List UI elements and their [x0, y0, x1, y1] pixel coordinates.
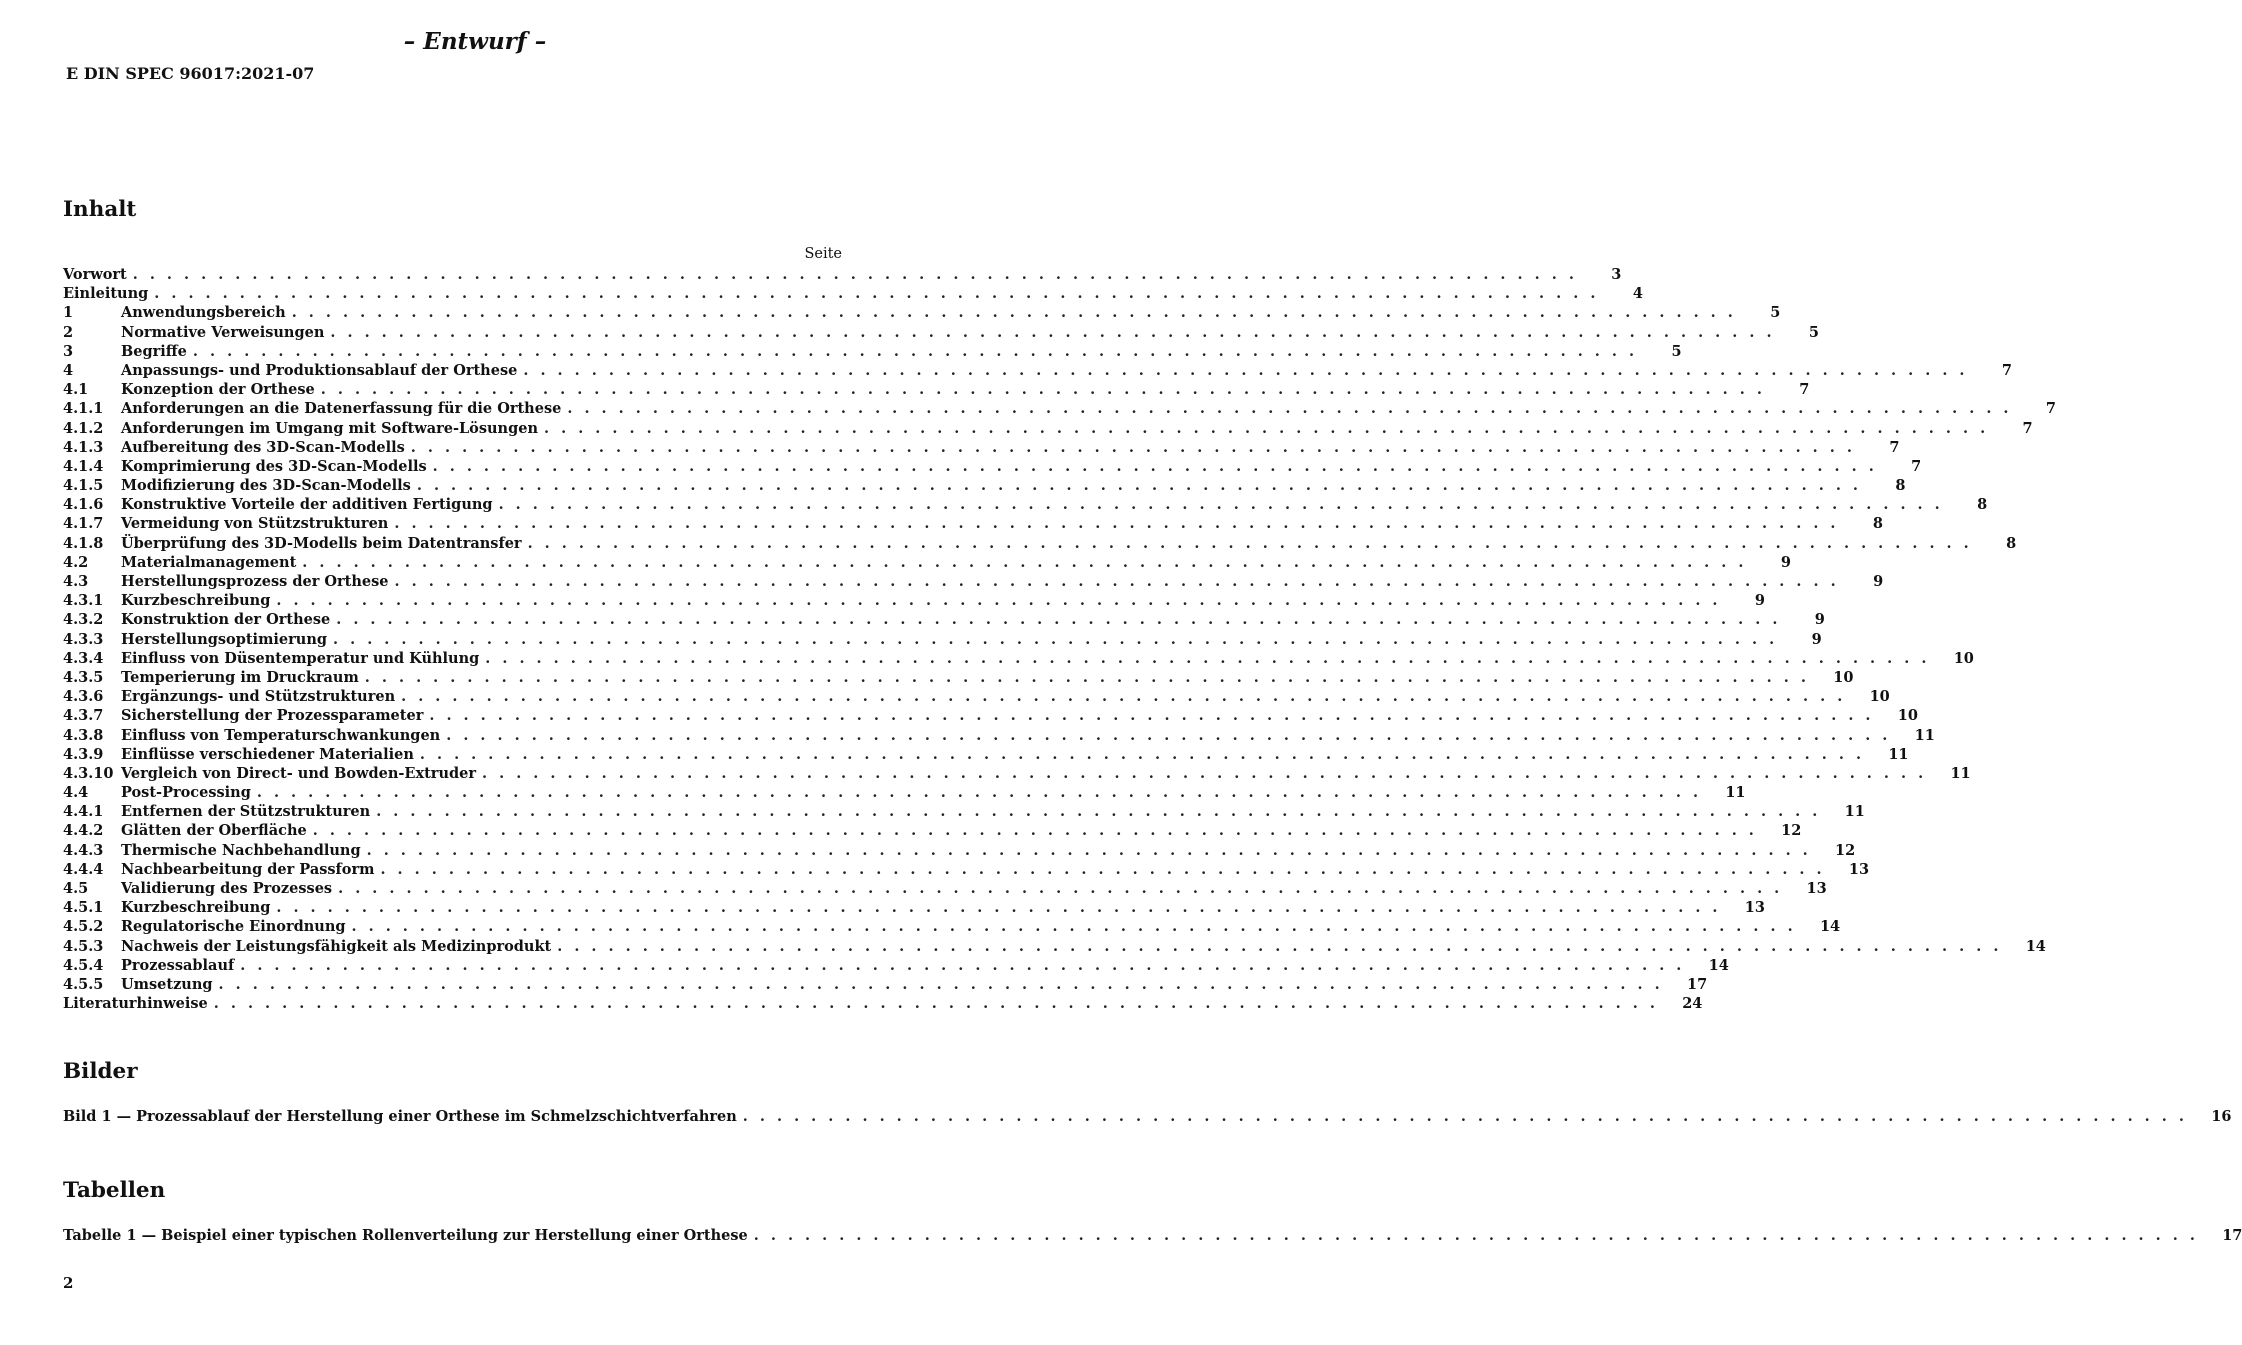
toc-entry-title: Komprimierung des 3D-Scan-Modells	[121, 457, 427, 475]
toc-entry-page: 5	[1671, 342, 1682, 360]
toc-entry-title: Modifizierung des 3D-Scan-Modells	[121, 477, 411, 495]
toc-entry-page: 14	[2025, 937, 2046, 955]
toc-entry-number: 4.3.5	[63, 668, 104, 686]
toc-entry-number: 4.4	[63, 784, 89, 802]
toc-entry-page: 11	[1950, 764, 1971, 782]
toc-entry-leader: . . . . . . . . . . . . . . . . . . . . . . . . . . . . . . . . . . . . . . . . . . . . . . . . . . . . . . . . . . . . . . . . . . . . . . . . . . . . . . . . . . . . .	[544, 419, 1989, 437]
toc-entry-number: 4.3.4	[63, 649, 104, 667]
toc-entry-title: Kurzbeschreibung	[121, 592, 271, 610]
toc-entry-leader: . . . . . . . . . . . . . . . . . . . . . . . . . . . . . . . . . . . . . . . . . . . . . . . . . . . . . . . . . . . . . . . . . . . . . . . . . . . . . . . . . . . . .	[276, 899, 1721, 917]
toc-entry-number: 4.1.3	[63, 438, 104, 456]
toc-entry-page: 7	[2022, 419, 2033, 437]
toc-entry-leader: . . . . . . . . . . . . . . . . . . . . . . . . . . . . . . . . . . . . . . . . . . . . . . . . . . . . . . . . . . . . . . . . . . . . . . . . . . . . . . . . . . . . .	[192, 342, 1638, 360]
toc-entry[interactable]	[63, 610, 1825, 629]
toc-entry-leader: . . . . . . . . . . . . . . . . . . . . . . . . . . . . . . . . . . . . . . . . . . . . . . . . . . . . . . . . . . . . . . . . . . . . . . . . . . . . . . . . . . . . .	[523, 361, 1968, 379]
toc-entry-number: 4.1.7	[63, 515, 104, 533]
toc-entry-number: 4.1	[63, 381, 89, 399]
toc-entry-title: Normative Verweisungen	[121, 323, 325, 341]
toc-entry-page: 4	[1632, 285, 1643, 303]
toc-entry[interactable]	[63, 265, 1622, 284]
toc-entry[interactable]	[63, 572, 1884, 591]
toc-entry-title: Post-Processing	[121, 784, 251, 802]
toc-entry-page: 11	[1844, 803, 1865, 821]
toc-entry[interactable]	[63, 860, 1870, 879]
toc-entry-leader: . . . . . . . . . . . . . . . . . . . . . . . . . . . . . . . . . . . . . . . . . . . . . . . . . . . . . . . . . . . . . . . . . . . . . . . . . . . . . . . . . . . . .	[256, 784, 1702, 802]
toc-entry-number: 1	[63, 304, 74, 322]
toc-entry-leader: . . . . . . . . . . . . . . . . . . . . . . . . . . . . . . . . . . . . . . . . . . . . . . . . . . . . . . . . . . . . . . . . . . . . . . . . . . . . . . . . . . . . .	[446, 726, 1891, 744]
toc-entry-title: Umsetzung	[121, 975, 213, 993]
toc-entry-number: 4.3.3	[63, 630, 104, 648]
toc-entry[interactable]	[63, 534, 2017, 553]
toc-entry-number: 4.1.8	[63, 534, 104, 552]
toc-entry[interactable]	[63, 361, 2012, 380]
toc-entry-page: 11	[1725, 784, 1746, 802]
toc-entry-leader: . . . . . . . . . . . . . . . . . . . . . . . . . . . . . . . . . . . . . . . . . . . . . . . . . . . . . . . . . . . . . . . . . . . . . . . . . . . . . . . . . . . . .	[498, 496, 1944, 514]
toc-entry[interactable]	[63, 476, 1906, 495]
toc-entry-leader: . . . . . . . . . . . . . . . . . . . . . . . . . . . . . . . . . . . . . . . . . . . . . . . . . . . . . . . . . . . . . . . . . . . . . . . . . . . . . . . . . . . . .	[240, 956, 1685, 974]
toc-entry-page: 8	[1977, 496, 1988, 514]
toc-entry-title: Materialmanagement	[121, 553, 297, 571]
toc-entry-page: 9	[1780, 553, 1791, 571]
toc-entry-number: 4.5.4	[63, 956, 104, 974]
toc-entry-title: Nachbearbeitung der Passform	[121, 860, 375, 878]
toc-entry-title: Nachweis der Leistungsfähigkeit als Medizinprodukt	[121, 937, 552, 955]
toc-entry[interactable]	[63, 821, 1802, 840]
toc-entry[interactable]	[63, 956, 1729, 975]
toc-entry-page: 24	[1682, 995, 1703, 1013]
toc-entry-title: Einfluss von Temperaturschwankungen	[121, 726, 441, 744]
toc-entry[interactable]	[63, 745, 1909, 764]
toc-entry-page: 17	[1686, 975, 1708, 993]
toc-entry-number: 4.2	[63, 553, 89, 571]
toc-entry-title: Anwendungsbereich	[121, 304, 286, 322]
toc-entry-number: 4.3.10	[63, 764, 114, 782]
toc-entry-leader: . . . . . . . . . . . . . . . . . . . . . . . . . . . . . . . . . . . . . . . . . . . . . . . . . . . . . . . . . . . . . . . . . . . . . . . . . . . . . . . . . . . . .	[376, 803, 1821, 821]
toc-entry-title: Herstellungsoptimierung	[121, 630, 328, 648]
toc-entry[interactable]	[63, 783, 1746, 802]
toc-entry-leader: . . . . . . . . . . . . . . . . . . . . . . . . . . . . . . . . . . . . . . . . . . . . . . . . . . . . . . . . . . . . . . . . . . . . . . . . . . . . . . . . . . . . .	[312, 822, 1758, 840]
toc-entry[interactable]	[63, 438, 1900, 457]
toc-entry[interactable]	[63, 879, 1827, 898]
toc-entry-number: 4.5.3	[63, 937, 104, 955]
toc-entry-leader: . . . . . . . . . . . . . . . . . . . . . . . . . . . . . . . . . . . . . . . . . . . . . . . . . . . . . . . . . . . . . . . . . . . . . . . . . . . . . . . . . . . . .	[291, 304, 1737, 322]
toc-entry-title: Herstellungsprozess der Orthese	[121, 573, 389, 590]
toc-entry-leader: . . . . . . . . . . . . . . . . . . . . . . . . . . . . . . . . . . . . . . . . . . . . . . . . . . . . . . . . . . . . . . . . . . . . . . . . . . . . . . . . . . . . .	[276, 592, 1721, 610]
toc-entry[interactable]	[63, 342, 1682, 361]
toc-entry-leader: . . . . . . . . . . . . . . . . . . . . . . . . . . . . . . . . . . . . . . . . . . . . . . . . . . . . . . . . . . . . . . . . . . . . . . . . . . . . . . . . . . . . .	[333, 630, 1778, 648]
toc-entry-leader: . . . . . . . . . . . . . . . . . . . . . . . . . . . . . . . . . . . . . . . . . . . . . . . . . . . . . . . . . . . . . . . . . . . . . . . . . . . . . . . . . . . . .	[410, 438, 1856, 456]
toc-entry-leader: . . . . . . . . . . . . . . . . . . . . . . . . . . . . . . . . . . . . . . . . . . . . . . . . . . . . . . . . . . . . . . . . . . . . . . . . . . . . . . . . . . . . .	[394, 573, 1840, 590]
toc-entry[interactable]	[63, 457, 1922, 476]
toc-entry-page: 13	[1806, 880, 1827, 897]
toc-entry-number: 4.1.1	[63, 400, 104, 418]
toc-entry-leader: . . . . . . . . . . . . . . . . . . . . . . . . . . . . . . . . . . . . . . . . . . . . . . . . . . . . . . . . . . . . . . . . . . . . . . . . . . . . . . . . . . . . .	[416, 477, 1862, 495]
toc-entry-leader: . . . . . . . . . . . . . . . . . . . . . . . . . . . . . . . . . . . . . . . . . . . . . . . . . . . . . . . . . . . . . . . . . . . . . . . . . . . . . . . . . . . . .	[567, 400, 2012, 418]
toc-entry-leader: . . . . . . . . . . . . . . . . . . . . . . . . . . . . . . . . . . . . . . . . . . . . . . . . . . . . . . . . . . . . . . . . . . . . . . . . . . . . . . . . . . . . .	[302, 553, 1747, 571]
toc-entry[interactable]	[63, 764, 1971, 783]
toc-entry-leader: . . . . . . . . . . . . . . . . . . . . . . . . . . . . . . . . . . . . . . . . . . . . . . . . . . . . . . . . . . . . . . . . . . . . . . . . . . . . . . . . . . . . .	[154, 285, 1599, 303]
toc-entry-title: Temperierung im Druckraum	[121, 668, 359, 686]
toc-entry-leader: . . . . . . . . . . . . . . . . . . . . . . . . . . . . . . . . . . . . . . . . . . . . . . . . . . . . . . . . . . . . . . . . . . . . . . . . . . . . . . . . . . . . .	[330, 323, 1776, 341]
toc-entry-leader: . . . . . . . . . . . . . . . . . . . . . . . . . . . . . . . . . . . . . . . . . . . . . . . . . . . . . . . . . . . . . . . . . . . . . . . . . . . . . . . . . . . . .	[218, 975, 1664, 993]
toc-entry-number: 4.3.1	[63, 592, 104, 610]
toc-entry-title: Prozessablauf	[121, 956, 235, 974]
toc-entry-number: 4.1.6	[63, 496, 104, 514]
toc-entry-leader: . . . . . . . . . . . . . . . . . . . . . . . . . . . . . . . . . . . . . . . . . . . . . . . . . . . . . . . . . . . . . . . . . . . . . . . . . . . . . . . . . . . . .	[366, 841, 1812, 859]
toc-entry-number: 2	[63, 323, 74, 341]
toc-entry[interactable]	[63, 284, 1643, 303]
toc-entry-leader: . . . . . . . . . . . . . . . . . . . . . . . . . . . . . . . . . . . . . . . . . . . . . . . . . . . . . . . . . . . . . . . . . . . . . . . . . . . . . . . . . . . . .	[429, 707, 1874, 725]
toc-entry[interactable]	[63, 514, 1883, 533]
figures-heading: Bilder	[63, 1059, 138, 1084]
toc-entry[interactable]	[63, 937, 2046, 956]
toc-entry-number: 4.4.1	[63, 803, 104, 821]
toc-entry-page: 10	[1953, 649, 1974, 667]
toc-entry-leader: . . . . . . . . . . . . . . . . . . . . . . . . . . . . . . . . . . . . . . . . . . . . . . . . . . . . . . . . . . . . . . . . . . . . . . . . . . . . . . . . . . . . .	[364, 668, 1810, 686]
toc-entry-page: 7	[1889, 438, 1900, 456]
figure-entry-leader: . . . . . . . . . . . . . . . . . . . . . . . . . . . . . . . . . . . . . . . . . . . . . . . . . . . . . . . . . . . . . . . . . . . . . . . . . . . . . . . . . . . . .	[742, 1108, 2188, 1125]
toc-entry-page: 10	[1897, 707, 1918, 725]
toc-entry[interactable]	[63, 726, 1935, 745]
toc-entry-page: 13	[1848, 860, 1870, 878]
toc-entry-number: 3	[63, 342, 74, 360]
table-entry[interactable]	[63, 1226, 2242, 1245]
toc-entry-number: 4.3	[63, 573, 89, 590]
toc-entry-leader: . . . . . . . . . . . . . . . . . . . . . . . . . . . . . . . . . . . . . . . . . . . . . . . . . . . . . . . . . . . . . . . . . . . . . . . . . . . . . . . . . . . . .	[401, 688, 1846, 706]
toc-entry-number: 4.3.7	[63, 707, 104, 725]
toc-entry-page: 8	[1872, 515, 1883, 533]
toc-entry-title: Einfluss von Düsentemperatur und Kühlung	[121, 649, 480, 667]
toc-entry-title: Thermische Nachbehandlung	[121, 841, 361, 859]
toc-entry-title: Regulatorische Einordnung	[121, 918, 346, 936]
toc-entry[interactable]	[63, 668, 1854, 687]
toc-entry-leader: . . . . . . . . . . . . . . . . . . . . . . . . . . . . . . . . . . . . . . . . . . . . . . . . . . . . . . . . . . . . . . . . . . . . . . . . . . . . . . . . . . . . .	[482, 764, 1927, 782]
toc-entry[interactable]	[63, 706, 1918, 725]
toc-entry[interactable]	[63, 399, 2056, 418]
table-of-contents	[63, 265, 2056, 1013]
toc-entry-leader: . . . . . . . . . . . . . . . . . . . . . . . . . . . . . . . . . . . . . . . . . . . . . . . . . . . . . . . . . . . . . . . . . . . . . . . . . . . . . . . . . . . . .	[338, 880, 1783, 897]
toc-entry[interactable]	[63, 553, 1791, 572]
toc-entry[interactable]	[63, 802, 1865, 821]
toc-heading: Inhalt	[63, 197, 137, 222]
toc-entry-title: Vergleich von Direct- und Bowden-Extruder	[121, 764, 476, 782]
toc-entry-number: 4.3.6	[63, 688, 104, 706]
toc-entry-page: 8	[1895, 477, 1906, 495]
toc-entry-page: 12	[1835, 841, 1856, 859]
toc-entry-page: 10	[1833, 668, 1854, 686]
page-number: 2	[63, 1274, 74, 1292]
toc-entry-title: Glätten der Oberfläche	[121, 822, 307, 840]
toc-entry-title: Kurzbeschreibung	[121, 899, 271, 917]
toc-entry[interactable]	[63, 994, 1703, 1013]
toc-entry-title: Einleitung	[63, 285, 149, 303]
toc-page-label: Seite	[804, 246, 842, 262]
toc-entry-title: Konstruktive Vorteile der additiven Fertigung	[121, 496, 493, 514]
toc-entry[interactable]	[63, 495, 1988, 514]
toc-entry-number: 4.5	[63, 880, 89, 897]
toc-entry-title: Anpassungs- und Produktionsablauf der Orthese	[121, 361, 518, 379]
toc-entry[interactable]	[63, 917, 1841, 936]
toc-entry-number: 4.1.5	[63, 477, 104, 495]
toc-entry[interactable]	[63, 898, 1765, 917]
toc-entry-page: 7	[2001, 361, 2012, 379]
toc-entry[interactable]	[63, 630, 1822, 649]
tables-list	[63, 1226, 2242, 1245]
toc-entry[interactable]	[63, 975, 1708, 994]
toc-entry[interactable]	[63, 380, 1810, 399]
toc-entry-page: 13	[1744, 899, 1765, 917]
toc-entry-leader: . . . . . . . . . . . . . . . . . . . . . . . . . . . . . . . . . . . . . . . . . . . . . . . . . . . . . . . . . . . . . . . . . . . . . . . . . . . . . . . . . . . . .	[394, 515, 1839, 533]
table-entry-title: Tabelle 1 — Beispiel einer typischen Rollenverteilung zur Herstellung einer Orthese	[63, 1227, 748, 1244]
toc-entry-title: Einflüsse verschiedener Materialien	[121, 745, 414, 763]
toc-entry[interactable]	[63, 303, 1781, 322]
toc-entry[interactable]	[63, 649, 1974, 668]
toc-entry[interactable]	[63, 841, 1856, 860]
toc-entry-title: Vorwort	[63, 266, 127, 283]
toc-entry-leader: . . . . . . . . . . . . . . . . . . . . . . . . . . . . . . . . . . . . . . . . . . . . . . . . . . . . . . . . . . . . . . . . . . . . . . . . . . . . . . . . . . . . .	[380, 860, 1826, 878]
toc-entry-leader: . . . . . . . . . . . . . . . . . . . . . . . . . . . . . . . . . . . . . . . . . . . . . . . . . . . . . . . . . . . . . . . . . . . . . . . . . . . . . . . . . . . . .	[485, 649, 1930, 667]
toc-entry[interactable]	[63, 323, 1820, 342]
table-entry-leader: . . . . . . . . . . . . . . . . . . . . . . . . . . . . . . . . . . . . . . . . . . . . . . . . . . . . . . . . . . . . . . . . . . . . . . . . . . . . . . . . . . . . .	[753, 1227, 2199, 1244]
toc-entry-title: Begriffe	[121, 342, 187, 360]
toc-entry-page: 9	[1811, 630, 1822, 648]
toc-entry-page: 7	[1799, 381, 1810, 399]
toc-entry-page: 9	[1814, 611, 1825, 629]
toc-entry-number: 4	[63, 361, 74, 379]
toc-entry[interactable]	[63, 419, 2033, 438]
toc-entry-number: 4.3.2	[63, 611, 104, 629]
toc-entry-title: Sicherstellung der Prozessparameter	[121, 707, 424, 725]
toc-entry-page: 7	[1911, 457, 1922, 475]
toc-entry-leader: . . . . . . . . . . . . . . . . . . . . . . . . . . . . . . . . . . . . . . . . . . . . . . . . . . . . . . . . . . . . . . . . . . . . . . . . . . . . . . . . . . . . .	[557, 937, 2002, 955]
toc-entry-title: Aufbereitung des 3D-Scan-Modells	[121, 438, 405, 456]
toc-entry-title: Validierung des Prozesses	[121, 880, 333, 897]
toc-entry-number: 4.4.3	[63, 841, 104, 859]
toc-entry-page: 14	[1708, 956, 1729, 974]
toc-entry-page: 9	[1754, 592, 1765, 610]
toc-entry-number: 4.4.4	[63, 860, 104, 878]
toc-entry-page: 9	[1873, 573, 1884, 590]
toc-entry-leader: . . . . . . . . . . . . . . . . . . . . . . . . . . . . . . . . . . . . . . . . . . . . . . . . . . . . . . . . . . . . . . . . . . . . . . . . . . . . . . . . . . . . .	[527, 534, 1973, 552]
toc-entry-title: Ergänzungs- und Stützstrukturen	[121, 688, 396, 706]
toc-entry-page: 5	[1770, 304, 1781, 322]
toc-entry-title: Literaturhinweise	[63, 995, 208, 1013]
toc-entry-page: 5	[1808, 323, 1820, 341]
toc-entry-leader: . . . . . . . . . . . . . . . . . . . . . . . . . . . . . . . . . . . . . . . . . . . . . . . . . . . . . . . . . . . . . . . . . . . . . . . . . . . . . . . . . . . . .	[351, 918, 1797, 936]
toc-entry-leader: . . . . . . . . . . . . . . . . . . . . . . . . . . . . . . . . . . . . . . . . . . . . . . . . . . . . . . . . . . . . . . . . . . . . . . . . . . . . . . . . . . . . .	[419, 745, 1865, 763]
toc-entry-number: 4.3.8	[63, 726, 104, 744]
toc-entry-title: Überprüfung des 3D-Modells beim Datentransfer	[121, 534, 522, 552]
figures-list	[63, 1107, 2232, 1126]
toc-entry-page: 7	[2045, 400, 2056, 418]
toc-entry[interactable]	[63, 687, 1890, 706]
toc-entry-title: Konstruktion der Orthese	[121, 611, 331, 629]
toc-entry-number: 4.5.1	[63, 899, 104, 917]
toc-entry-number: 4.5.2	[63, 918, 104, 936]
table-entry-page: 17	[2222, 1227, 2242, 1244]
document-id: E DIN SPEC 96017:2021-07	[66, 64, 315, 83]
toc-entry-page: 12	[1781, 822, 1802, 840]
toc-entry-number: 4.3.9	[63, 745, 104, 763]
toc-entry-title: Anforderungen an die Datenerfassung für die Orthese	[121, 400, 562, 418]
toc-entry-leader: . . . . . . . . . . . . . . . . . . . . . . . . . . . . . . . . . . . . . . . . . . . . . . . . . . . . . . . . . . . . . . . . . . . . . . . . . . . . . . . . . . . . .	[132, 266, 1578, 283]
figure-entry-page: 16	[2211, 1108, 2232, 1125]
tables-heading: Tabellen	[63, 1178, 166, 1203]
figure-entry[interactable]	[63, 1107, 2232, 1126]
toc-entry-title: Entfernen der Stützstrukturen	[121, 803, 371, 821]
toc-entry-number: 4.1.2	[63, 419, 104, 437]
toc-entry-number: 4.5.5	[63, 975, 104, 993]
toc-entry-page: 10	[1869, 688, 1890, 706]
toc-entry-number: 4.1.4	[63, 457, 104, 475]
toc-entry-title: Konzeption der Orthese	[121, 381, 315, 399]
toc-entry[interactable]	[63, 591, 1765, 610]
toc-entry-page: 11	[1888, 745, 1909, 763]
toc-entry-leader: . . . . . . . . . . . . . . . . . . . . . . . . . . . . . . . . . . . . . . . . . . . . . . . . . . . . . . . . . . . . . . . . . . . . . . . . . . . . . . . . . . . . .	[336, 611, 1781, 629]
toc-entry-page: 14	[1819, 918, 1841, 936]
toc-entry-number: 4.4.2	[63, 822, 104, 840]
toc-entry-title: Anforderungen im Umgang mit Software-Lösungen	[121, 419, 538, 437]
toc-entry-title: Vermeidung von Stützstrukturen	[121, 515, 389, 533]
draft-mark: – Entwurf –	[403, 28, 547, 55]
toc-entry-leader: . . . . . . . . . . . . . . . . . . . . . . . . . . . . . . . . . . . . . . . . . . . . . . . . . . . . . . . . . . . . . . . . . . . . . . . . . . . . . . . . . . . . .	[213, 995, 1659, 1013]
toc-entry-page: 3	[1611, 266, 1622, 283]
toc-entry-leader: . . . . . . . . . . . . . . . . . . . . . . . . . . . . . . . . . . . . . . . . . . . . . . . . . . . . . . . . . . . . . . . . . . . . . . . . . . . . . . . . . . . . .	[320, 381, 1766, 399]
toc-entry-page: 11	[1914, 726, 1935, 744]
toc-entry-page: 8	[2006, 534, 2017, 552]
toc-entry-leader: . . . . . . . . . . . . . . . . . . . . . . . . . . . . . . . . . . . . . . . . . . . . . . . . . . . . . . . . . . . . . . . . . . . . . . . . . . . . . . . . . . . . .	[432, 457, 1878, 475]
figure-entry-title: Bild 1 — Prozessablauf der Herstellung einer Orthese im Schmelzschichtverfahren	[63, 1108, 737, 1125]
